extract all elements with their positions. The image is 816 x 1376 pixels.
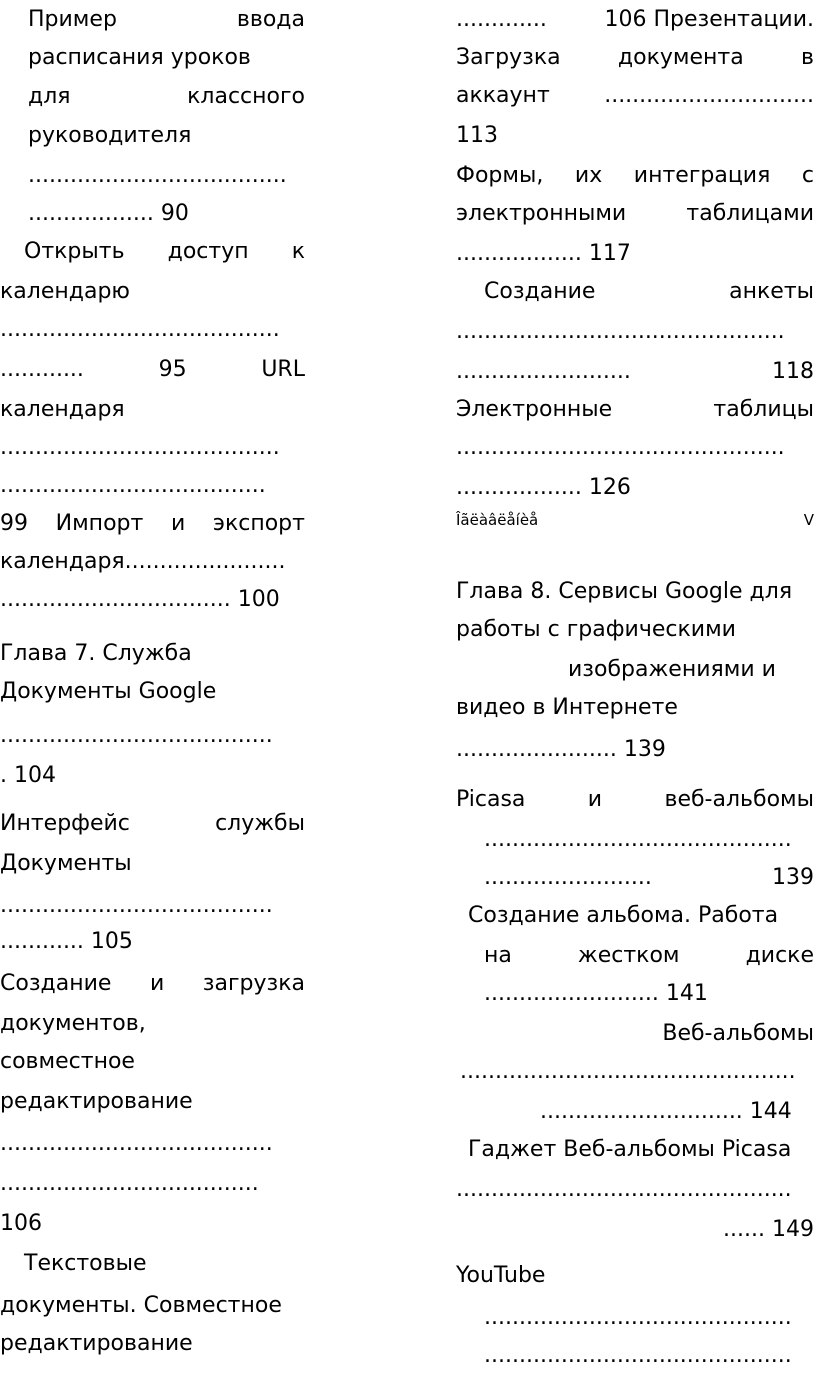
toc-text: ..................................... — [28, 163, 287, 188]
left-line — [0, 580, 305, 620]
right-line — [456, 38, 814, 78]
toc-text: 139 — [772, 865, 814, 890]
toc-text: Загрузка — [456, 45, 561, 70]
toc-text: ............ 105 — [0, 929, 133, 954]
right-line — [456, 156, 814, 196]
toc-text: 118 — [772, 359, 814, 384]
left-line — [0, 272, 305, 312]
right-line — [456, 1256, 814, 1296]
right-line — [456, 1052, 814, 1092]
right-line — [456, 1298, 814, 1338]
left-line — [0, 466, 305, 506]
right-line — [456, 76, 814, 116]
left-line — [0, 116, 305, 156]
left-line — [0, 756, 305, 796]
toc-text: . 104 — [0, 763, 56, 788]
left-line — [0, 1286, 305, 1326]
toc-text: электронными — [456, 201, 627, 226]
right-line — [456, 1210, 814, 1250]
toc-text: экспорт — [212, 511, 305, 536]
toc-text: документы. Совместное — [0, 1293, 282, 1318]
toc-text: редактирование — [0, 1089, 193, 1114]
toc-text: ............. — [456, 7, 547, 32]
left-line — [0, 77, 305, 117]
toc-text: ......................... — [456, 359, 631, 384]
right-line — [456, 572, 814, 612]
right-line — [456, 500, 814, 540]
toc-text: доступ — [167, 239, 249, 264]
toc-text: Документы Google — [0, 679, 217, 704]
toc-text: ............................................... — [456, 435, 785, 460]
toc-text: анкеты — [729, 279, 814, 304]
toc-text: ................................................ — [456, 1177, 792, 1202]
toc-text: Создание — [484, 279, 596, 304]
right-line — [456, 116, 814, 156]
toc-text: Открыть — [24, 239, 125, 264]
right-line — [456, 1336, 814, 1376]
toc-text: ............................................ — [484, 827, 792, 852]
toc-text: работы с графическими — [456, 617, 736, 642]
left-line — [0, 38, 305, 78]
toc-text: ввода — [236, 7, 305, 32]
toc-text: Picasa — [456, 787, 526, 812]
left-line — [0, 1164, 305, 1204]
toc-text: Îãëàâëåíèå — [456, 511, 539, 529]
toc-text: календарю — [0, 279, 130, 304]
left-line — [0, 1042, 305, 1082]
toc-text: Глава 7. Служба — [0, 641, 192, 666]
toc-text: Создание альбома. Работа — [468, 903, 779, 928]
right-line — [456, 688, 814, 728]
left-line — [0, 350, 305, 390]
right-line — [456, 272, 814, 312]
right-line — [456, 312, 814, 352]
toc-text: V — [803, 511, 814, 529]
toc-text: 113 — [456, 123, 498, 148]
left-line — [0, 504, 305, 544]
toc-text: календаря — [0, 397, 125, 422]
toc-text: ........................ — [484, 865, 652, 890]
toc-text: Веб-альбомы — [662, 1021, 814, 1046]
toc-text: и — [587, 787, 603, 812]
toc-text: ....................................... — [0, 723, 273, 748]
toc-text: видео в Интернете — [456, 695, 678, 720]
toc-text: .................. 90 — [28, 201, 189, 226]
toc-text: календаря....................... — [0, 549, 286, 574]
toc-text: URL — [261, 357, 305, 382]
left-line — [0, 886, 305, 926]
left-line — [0, 922, 305, 962]
left-line — [0, 1244, 305, 1284]
right-line — [456, 234, 814, 274]
left-line — [0, 1082, 305, 1122]
toc-text: ........................................ — [0, 435, 280, 460]
right-line — [456, 390, 814, 430]
toc-text: интеграция — [633, 163, 771, 188]
toc-text: для — [28, 84, 71, 109]
right-line — [456, 896, 814, 936]
right-line — [456, 974, 814, 1014]
toc-text: ............................................ — [484, 1343, 792, 1368]
toc-text: .................. 126 — [456, 475, 631, 500]
toc-text: и — [170, 511, 186, 536]
left-line — [0, 156, 305, 196]
toc-text: Глава 8. Сервисы Google для — [456, 579, 793, 604]
toc-text: YouTube — [456, 1263, 546, 1288]
toc-text: изображениями и — [568, 657, 776, 682]
toc-text: ............................................... — [456, 319, 785, 344]
right-line — [456, 194, 814, 234]
toc-text: веб-альбомы — [664, 787, 814, 812]
toc-text: к — [291, 239, 305, 264]
toc-text: ............................. 144 — [540, 1099, 792, 1124]
toc-text: аккаунт — [456, 83, 550, 108]
toc-text: Текстовые — [24, 1251, 147, 1276]
toc-text: на — [484, 943, 512, 968]
toc-text: Гаджет Веб-альбомы Picasa — [468, 1137, 792, 1162]
left-line — [0, 1324, 305, 1364]
right-line — [456, 820, 814, 860]
toc-text: ......................... 141 — [484, 981, 708, 1006]
toc-text: ...... 149 — [723, 1217, 814, 1242]
left-line — [0, 964, 305, 1004]
left-line — [0, 1124, 305, 1164]
toc-text: ..................................... — [0, 1171, 259, 1196]
toc-text: Электронные — [456, 397, 613, 422]
toc-text: ............ — [0, 357, 84, 382]
toc-text: 106 Презентации. — [604, 7, 814, 32]
toc-text: Формы, — [456, 163, 544, 188]
right-line — [456, 858, 814, 898]
right-line — [456, 650, 814, 690]
left-line — [0, 310, 305, 350]
toc-text: ....................................... — [0, 1131, 273, 1156]
toc-text: ....................... 139 — [456, 737, 666, 762]
toc-text: Создание — [0, 971, 112, 996]
left-line — [0, 1004, 305, 1044]
toc-text: ...................................... — [0, 473, 266, 498]
toc-text: классного — [187, 84, 305, 109]
left-line — [0, 804, 305, 844]
right-line — [456, 610, 814, 650]
right-line — [456, 936, 814, 976]
right-line — [456, 428, 814, 468]
toc-text: 95 — [158, 357, 187, 382]
left-line — [0, 232, 305, 272]
toc-text: Интерфейс — [0, 811, 130, 836]
left-line — [0, 1204, 305, 1244]
toc-text: службы — [215, 811, 305, 836]
left-line — [0, 844, 305, 884]
left-line — [0, 390, 305, 430]
toc-text: в — [801, 45, 814, 70]
left-line — [0, 634, 305, 674]
toc-text: жестком — [577, 943, 680, 968]
toc-text: ........................................ — [0, 317, 280, 342]
right-line — [456, 730, 814, 770]
right-line — [456, 1014, 814, 1054]
toc-text: ............................................ — [484, 1305, 792, 1330]
right-line — [456, 1170, 814, 1210]
toc-text: таблицы — [713, 397, 814, 422]
right-line — [456, 0, 814, 40]
left-line — [0, 0, 305, 40]
left-line — [0, 428, 305, 468]
left-line — [0, 194, 305, 234]
toc-text: 99 — [0, 511, 28, 536]
toc-text: документа — [617, 45, 744, 70]
toc-text: руководителя — [28, 123, 192, 148]
right-line — [456, 1092, 814, 1132]
toc-text: Пример — [28, 7, 117, 32]
left-line — [0, 672, 305, 712]
toc-text: .............................. — [604, 83, 814, 108]
left-line — [0, 542, 305, 582]
toc-text: с — [801, 163, 814, 188]
toc-text: и — [149, 971, 165, 996]
toc-text: редактирование — [0, 1331, 193, 1356]
toc-text: таблицами — [686, 201, 814, 226]
toc-text: Документы — [0, 851, 132, 876]
toc-text: документов, — [0, 1011, 146, 1036]
toc-text: .................. 117 — [456, 241, 631, 266]
toc-text: диске — [745, 943, 814, 968]
toc-text: ................................................ — [460, 1059, 796, 1084]
toc-text: 106 — [0, 1211, 42, 1236]
toc-text: совместное — [0, 1049, 135, 1074]
toc-text: загрузка — [202, 971, 305, 996]
right-line — [456, 1130, 814, 1170]
toc-text: их — [574, 163, 603, 188]
left-line — [0, 716, 305, 756]
toc-text: расписания уроков — [28, 45, 251, 70]
right-line — [456, 780, 814, 820]
toc-text: ................................. 100 — [0, 587, 280, 612]
toc-text: Импорт — [55, 511, 144, 536]
right-line — [456, 352, 814, 392]
toc-text: ....................................... — [0, 893, 273, 918]
